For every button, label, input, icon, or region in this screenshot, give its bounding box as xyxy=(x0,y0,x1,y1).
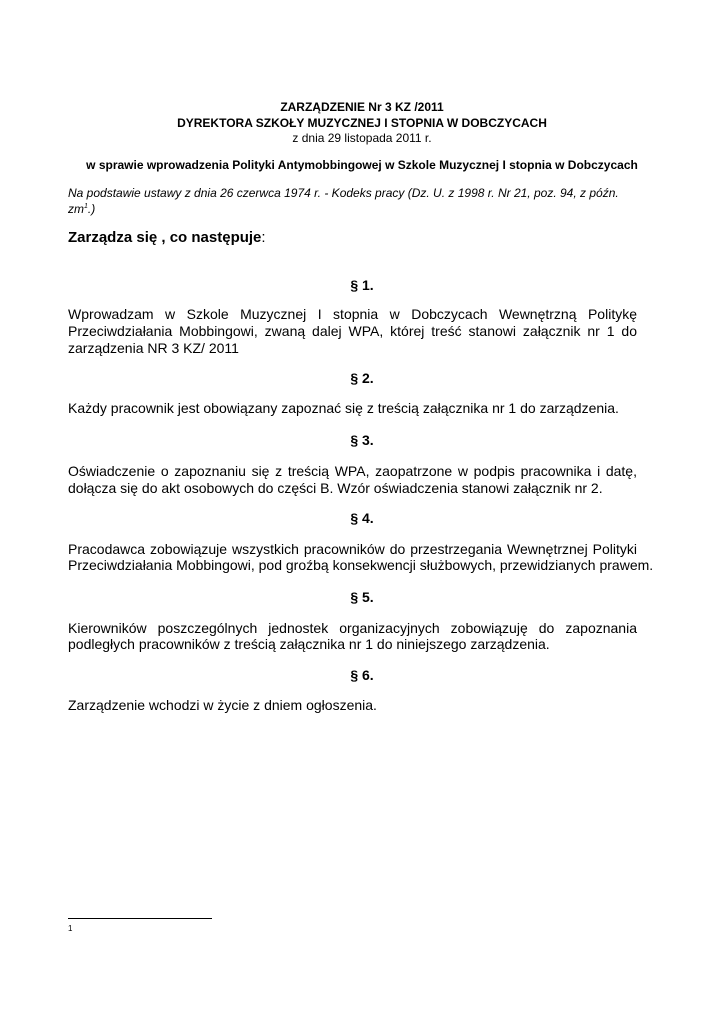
orders-heading: Zarządza się , co następuje: xyxy=(68,229,266,246)
section-3-line-2: dołącza się do akt osobowych do części B. Wzór oświadczenia stanowi załącznik nr 2. xyxy=(68,480,603,496)
section-3-heading: § 3. xyxy=(350,432,374,448)
section-1-heading: § 1. xyxy=(350,277,374,293)
footnote-separator xyxy=(68,918,212,919)
section-4-heading: § 4. xyxy=(350,510,374,526)
section-5-line-1: Kierowników poszczególnych jednostek organizacyjnych zobowiązuję do zapoznania xyxy=(68,620,637,636)
section-4-line-2: Przeciwdziałania Mobbingowi, pod groźbą konsekwencji służbowych, przewidzianych prawem. xyxy=(68,557,654,573)
section-4-line-1: Pracodawca zobowiązuje wszystkich pracowników do przestrzegania Wewnętrznej Polityki xyxy=(68,541,637,557)
section-6-line-1: Zarządzenie wchodzi w życie z dniem ogłoszenia. xyxy=(68,697,377,713)
document-subject: w sprawie wprowadzenia Polityki Antymobbingowej w Szkole Muzycznej I stopnia w Dobczycach xyxy=(86,158,638,172)
section-1-line-3: zarządzenia NR 3 KZ/ 2011 xyxy=(68,340,239,356)
section-1-line-2: Przeciwdziałania Mobbingowi, zwaną dalej WPA, której treść stanowi załącznik nr 1 do xyxy=(68,323,637,339)
section-6-heading: § 6. xyxy=(350,667,374,683)
document-date: z dnia 29 listopada 2011 r. xyxy=(292,131,432,145)
footnote-marker: 1 xyxy=(68,924,73,933)
issuer-line: DYREKTORA SZKOŁY MUZYCZNEJ I STOPNIA W DOBCZYCACH xyxy=(177,116,547,130)
legal-basis-line-1: Na podstawie ustawy z dnia 26 czerwca 1974 r. - Kodeks pracy (Dz. U. z 1998 r. Nr 21, poz. 94, z późn. xyxy=(68,186,619,200)
section-5-heading: § 5. xyxy=(350,589,374,605)
section-3-line-1: Oświadczenie o zapoznaniu się z treścią WPA, zaopatrzone w podpis pracownika i datę, xyxy=(68,463,637,479)
section-1-line-1: Wprowadzam w Szkole Muzycznej I stopnia w Dobczycach Wewnętrzną Politykę xyxy=(68,306,637,322)
document-title: ZARZĄDZENIE Nr 3 KZ /2011 xyxy=(280,100,444,114)
legal-basis-line-2: $zm^1$.) xyxy=(68,202,96,216)
section-2-line-1: Każdy pracownik jest obowiązany zapoznać się z treścią załącznika nr 1 do zarządzenia. xyxy=(68,400,619,416)
section-2-heading: § 2. xyxy=(350,370,374,386)
section-5-line-2: podległych pracowników z treścią załącznika nr 1 do niniejszego zarządzenia. xyxy=(68,636,550,652)
footnote-reference: 1 xyxy=(84,203,88,210)
